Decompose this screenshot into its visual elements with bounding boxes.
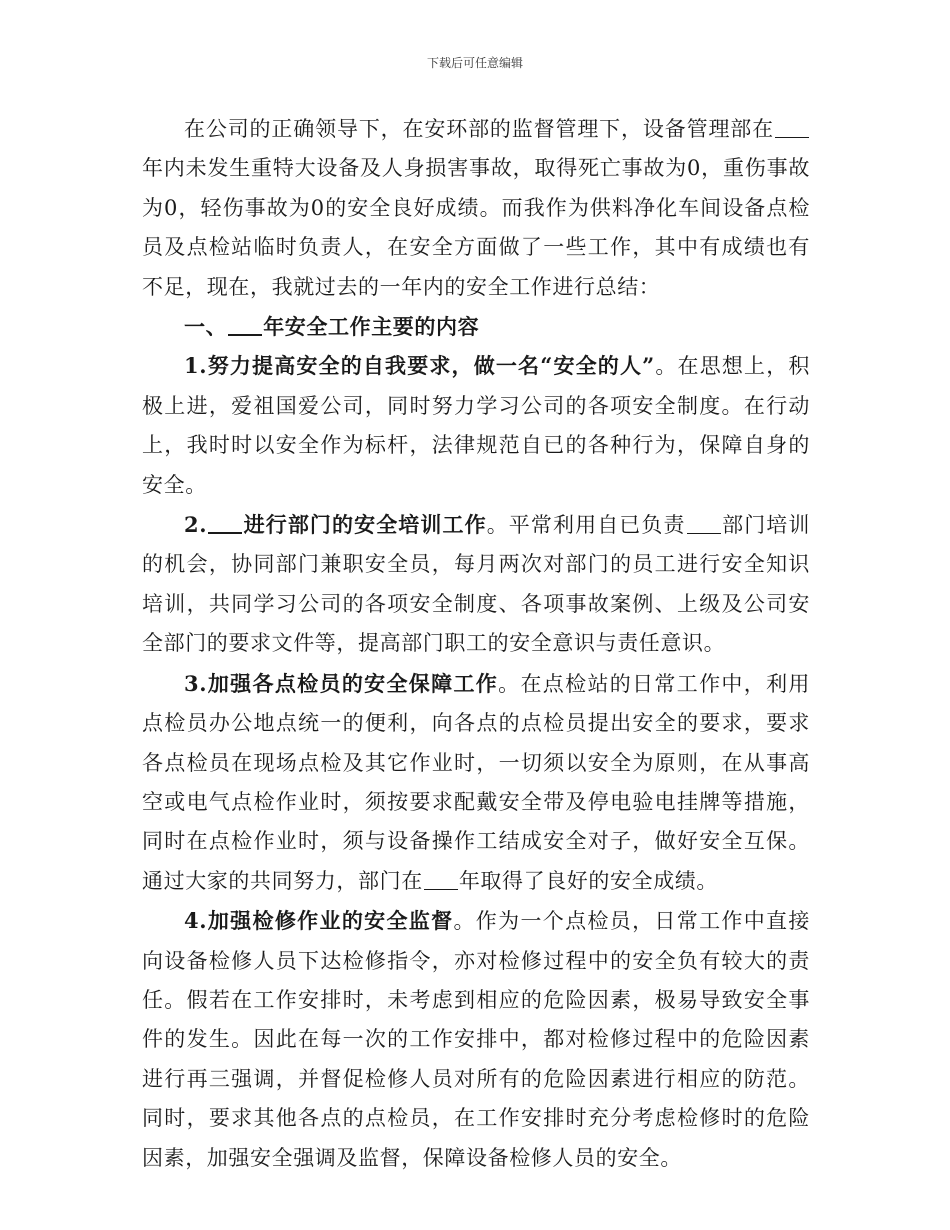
- item-2-paragraph: [142, 505, 810, 664]
- item-4-paragraph: [142, 901, 810, 1178]
- item-2-blank: [208, 512, 242, 534]
- year-blank: [228, 314, 262, 336]
- department-blank: [687, 513, 721, 534]
- item-2-title-prefix: 2.: [184, 512, 208, 538]
- year-blank: [775, 117, 809, 138]
- item-3-title: 3.加强各点检员的安全保障工作: [184, 670, 499, 696]
- item-4-title: 4.加强检修作业的安全监督: [184, 908, 454, 934]
- section-heading: [142, 307, 810, 346]
- header-note: 下载后可任意编辑: [426, 56, 523, 70]
- section-heading-prefix: 一、: [184, 314, 228, 340]
- item-4-body: 。作为一个点检员，日常工作中直接向设备检修人员下达检修指令，亦对检修过程中的安全负有较大的责任。假若在工作安排时，未考虑到相应的危险因素，极易导致安全事件的发生。因此在每一次的工作安排中，都对检修过程中的危险因素进行再三强调，并督促检修人员对所有的危险因素进行相应的防范。同时，要求其他各点的点检员，在工作安排时充分考虑检修时的危险因素，加强安全强调及监督，保障设备检修人员的安全。: [142, 909, 810, 1170]
- item-3-paragraph: [142, 664, 810, 901]
- intro-text-part-1: 在公司的正确领导下，在安环部的监督管理下，设备管理部在: [184, 117, 774, 141]
- intro-text-part-2: 年内未发生重特大设备及人身损害事故，取得死亡事故为0，重伤事故为0，轻伤事故为0的安全良好成绩。而我作为供料净化车间设备点检员及点检站临时负责人，在安全方面做了一些工作，其中有成绩也有不足，现在，我就过去的一年内的安全工作进行总结：: [142, 156, 810, 299]
- item-2-body-part-2: 部门培训的机会，协同部门兼职安全员，每月两次对部门的员工进行安全知识培训，共同学习公司的各项安全制度、各项事故案例、上级及公司安全部门的要求文件等，提高部门职工的安全意识与责任意识。: [142, 513, 810, 656]
- item-3-body-part-2: 年取得了良好的安全成绩。: [458, 868, 719, 893]
- year-blank: [424, 869, 458, 890]
- section-heading-suffix: 年安全工作主要的内容: [263, 314, 480, 340]
- item-2-title-suffix: 进行部门的安全培训工作: [243, 512, 487, 538]
- intro-paragraph: [142, 110, 810, 307]
- item-2-body-part-1: 。平常利用自已负责: [486, 513, 686, 538]
- item-1-title: 1.努力提高安全的自我要求，做一名“安全的人”: [184, 353, 655, 379]
- item-1-paragraph: [142, 346, 810, 505]
- document-body: [142, 110, 810, 1178]
- item-3-body-part-1: 。在点检站的日常工作中，利用点检员办公地点统一的便利，向各点的点检员提出安全的要求，要求各点检员在现场点检及其它作业时，一切须以安全为原则，在从事高空或电气点检作业时，须按要求配戴安全带及停电验电挂牌等措施，同时在点检作业时，须与设备操作工结成安全对子，做好安全互保。通过大家的共同努力，部门在: [142, 671, 810, 893]
- item-1-body: 。在思想上，积极上进，爱祖国爱公司，同时努力学习公司的各项安全制度。在行动上，我时时以安全作为标杆，法律规范自已的各种行为，保障自身的安全。: [142, 354, 810, 497]
